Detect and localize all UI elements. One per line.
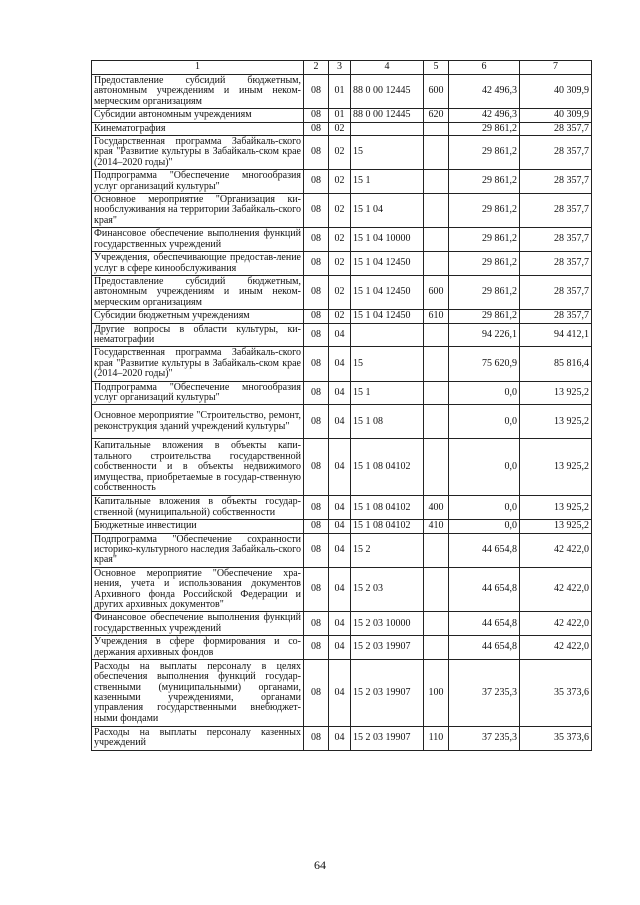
row-amount-1-cell: 0,0 [449,496,520,520]
row-expense-type-cell: 400 [424,496,449,520]
row-name-cell: Расходы на выплаты персоналу в целях обеспечения выполнения функций государ-ственными (муниципальными) органами, казенными учреждениями, органами управления государственными внебюджет-ными фондами [92,660,304,727]
row-subsection-cell: 02 [329,136,351,170]
row-name-cell: Подпрограмма "Обеспечение многообразия услуг организаций культуры" [92,381,304,405]
row-subsection-cell: 04 [329,439,351,496]
row-amount-1-cell: 0,0 [449,405,520,439]
row-target-article-cell: 88 0 00 12445 [351,75,424,109]
table-row [92,439,592,496]
page-number: 64 [314,858,326,872]
row-amount-1-cell: 29 861,2 [449,275,520,309]
table-row [92,170,592,194]
row-amount-1-cell: 29 861,2 [449,252,520,276]
row-section-cell: 08 [304,347,329,381]
row-target-article-cell: 15 [351,136,424,170]
row-amount-1-cell: 0,0 [449,439,520,496]
row-section-cell: 08 [304,727,329,751]
row-section-cell: 08 [304,660,329,727]
row-section-cell: 08 [304,496,329,520]
row-amount-1-cell: 0,0 [449,520,520,533]
table-row [92,75,592,109]
row-expense-type-cell: 100 [424,660,449,727]
row-amount-1-cell: 0,0 [449,381,520,405]
table-row [92,136,592,170]
row-section-cell: 08 [304,194,329,228]
header-col-5: 5 [424,61,449,75]
table-row [92,228,592,252]
row-section-cell: 08 [304,310,329,323]
row-amount-2-cell: 85 816,4 [520,347,592,381]
row-section-cell: 08 [304,252,329,276]
row-name-cell: Капитальные вложения в объекты капи-тального строительства государственной собственности и в объекты недвижимого имущества, приобретаемые в государ-ственную собственность [92,439,304,496]
row-name-cell: Другие вопросы в области культуры, ки-нематографии [92,323,304,347]
table-row [92,496,592,520]
row-amount-2-cell: 42 422,0 [520,533,592,567]
row-target-article-cell: 15 1 [351,170,424,194]
row-amount-2-cell: 28 357,7 [520,310,592,323]
table-row [92,109,592,122]
row-amount-1-cell: 29 861,2 [449,310,520,323]
table-row [92,405,592,439]
row-section-cell: 08 [304,567,329,612]
row-amount-2-cell: 13 925,2 [520,496,592,520]
row-amount-1-cell: 29 861,2 [449,228,520,252]
row-expense-type-cell [424,228,449,252]
row-amount-2-cell: 28 357,7 [520,275,592,309]
row-expense-type-cell [424,347,449,381]
header-col-1: 1 [92,61,304,75]
table-row [92,567,592,612]
row-subsection-cell: 02 [329,122,351,135]
row-subsection-cell: 04 [329,567,351,612]
row-section-cell: 08 [304,636,329,660]
row-subsection-cell: 02 [329,310,351,323]
row-name-cell: Учреждения, обеспечивающие предостав-ление услуг в сфере кинообслуживания [92,252,304,276]
row-amount-1-cell: 29 861,2 [449,122,520,135]
header-col-4: 4 [351,61,424,75]
row-amount-2-cell: 42 422,0 [520,612,592,636]
row-target-article-cell: 15 2 03 10000 [351,612,424,636]
header-col-3: 3 [329,61,351,75]
table-row [92,252,592,276]
row-target-article-cell: 15 2 03 19907 [351,727,424,751]
row-amount-1-cell: 44 654,8 [449,612,520,636]
header-col-6: 6 [449,61,520,75]
row-name-cell: Государственная программа Забайкаль-ского края "Развитие культуры в Забайкаль-ском крае (2014–2020 годы)" [92,136,304,170]
row-amount-2-cell: 28 357,7 [520,122,592,135]
row-subsection-cell: 04 [329,520,351,533]
row-amount-1-cell: 44 654,8 [449,636,520,660]
row-amount-2-cell: 40 309,9 [520,75,592,109]
row-amount-2-cell: 28 357,7 [520,136,592,170]
row-target-article-cell: 15 1 08 04102 [351,496,424,520]
row-subsection-cell: 02 [329,170,351,194]
row-amount-2-cell: 40 309,9 [520,109,592,122]
row-amount-2-cell: 94 412,1 [520,323,592,347]
row-target-article-cell: 15 1 04 10000 [351,228,424,252]
row-name-cell: Финансовое обеспечение выполнения функций государственных учреждений [92,612,304,636]
row-target-article-cell: 88 0 00 12445 [351,109,424,122]
row-subsection-cell: 04 [329,323,351,347]
row-expense-type-cell [424,170,449,194]
row-amount-1-cell: 29 861,2 [449,136,520,170]
row-target-article-cell: 15 1 04 [351,194,424,228]
row-subsection-cell: 04 [329,496,351,520]
row-name-cell: Государственная программа Забайкаль-ского края "Развитие культуры в Забайкаль-ском крае (2014–2020 годы)" [92,347,304,381]
row-section-cell: 08 [304,381,329,405]
row-subsection-cell: 04 [329,533,351,567]
row-target-article-cell: 15 [351,347,424,381]
row-name-cell: Капитальные вложения в объекты государ-ственной (муниципальной) собственности [92,496,304,520]
row-expense-type-cell: 600 [424,75,449,109]
table-row [92,612,592,636]
row-name-cell: Субсидии автономным учреждениям [92,109,304,122]
header-row [92,61,592,75]
row-amount-1-cell: 94 226,1 [449,323,520,347]
row-section-cell: 08 [304,275,329,309]
row-amount-2-cell: 35 373,6 [520,660,592,727]
row-target-article-cell: 15 1 04 12450 [351,252,424,276]
row-name-cell: Предоставление субсидий бюджетным, автономным учреждениям и иным неком-мерческим организациям [92,275,304,309]
row-subsection-cell: 01 [329,109,351,122]
row-expense-type-cell [424,533,449,567]
table-row [92,381,592,405]
row-section-cell: 08 [304,109,329,122]
row-section-cell: 08 [304,228,329,252]
row-target-article-cell [351,122,424,135]
row-amount-2-cell: 13 925,2 [520,381,592,405]
row-expense-type-cell: 610 [424,310,449,323]
row-amount-2-cell: 42 422,0 [520,567,592,612]
row-name-cell: Субсидии бюджетным учреждениям [92,310,304,323]
row-amount-1-cell: 29 861,2 [449,194,520,228]
row-target-article-cell: 15 1 08 04102 [351,520,424,533]
row-amount-2-cell: 28 357,7 [520,170,592,194]
table-row [92,636,592,660]
row-expense-type-cell [424,405,449,439]
row-amount-1-cell: 37 235,3 [449,660,520,727]
row-target-article-cell: 15 1 [351,381,424,405]
row-section-cell: 08 [304,439,329,496]
row-section-cell: 08 [304,533,329,567]
table-row [92,310,592,323]
table-row [92,660,592,727]
header-col-7: 7 [520,61,592,75]
row-section-cell: 08 [304,170,329,194]
row-expense-type-cell [424,381,449,405]
table-row [92,122,592,135]
row-target-article-cell: 15 1 04 12450 [351,275,424,309]
row-amount-1-cell: 75 620,9 [449,347,520,381]
table-row [92,347,592,381]
row-name-cell: Расходы на выплаты персоналу казенных учреждений [92,727,304,751]
row-name-cell: Основное мероприятие "Организация ки-нообслуживания на территории Забайкаль-ского края" [92,194,304,228]
row-amount-2-cell: 13 925,2 [520,520,592,533]
row-subsection-cell: 04 [329,660,351,727]
row-amount-2-cell: 35 373,6 [520,727,592,751]
budget-table-sheet [91,60,591,751]
row-target-article-cell: 15 2 03 19907 [351,660,424,727]
row-amount-2-cell: 13 925,2 [520,439,592,496]
row-section-cell: 08 [304,323,329,347]
table-row [92,520,592,533]
table-row [92,275,592,309]
table-row [92,727,592,751]
row-expense-type-cell: 600 [424,275,449,309]
row-amount-1-cell: 37 235,3 [449,727,520,751]
row-name-cell: Подпрограмма "Обеспечение сохранности историко-культурного наследия Забайкаль-ского края" [92,533,304,567]
row-amount-1-cell: 42 496,3 [449,75,520,109]
table-body [92,75,592,751]
row-name-cell: Финансовое обеспечение выполнения функций государственных учреждений [92,228,304,252]
row-expense-type-cell [424,636,449,660]
row-expense-type-cell [424,439,449,496]
row-section-cell: 08 [304,136,329,170]
row-name-cell: Основное мероприятие "Строительство, ремонт, реконструкция зданий учреждений культуры" [92,405,304,439]
row-amount-1-cell: 44 654,8 [449,567,520,612]
row-section-cell: 08 [304,405,329,439]
row-target-article-cell: 15 2 03 19907 [351,636,424,660]
row-section-cell: 08 [304,75,329,109]
row-target-article-cell: 15 2 03 [351,567,424,612]
row-name-cell: Кинематография [92,122,304,135]
row-name-cell: Учреждения в сфере формирования и со-держания архивных фондов [92,636,304,660]
row-amount-1-cell: 29 861,2 [449,170,520,194]
row-subsection-cell: 01 [329,75,351,109]
row-expense-type-cell: 620 [424,109,449,122]
row-expense-type-cell: 110 [424,727,449,751]
row-subsection-cell: 02 [329,252,351,276]
row-expense-type-cell [424,194,449,228]
row-name-cell: Бюджетные инвестиции [92,520,304,533]
row-subsection-cell: 04 [329,347,351,381]
row-amount-2-cell: 28 357,7 [520,194,592,228]
header-col-2: 2 [304,61,329,75]
row-subsection-cell: 02 [329,228,351,252]
row-expense-type-cell [424,323,449,347]
budget-table [91,60,592,751]
row-subsection-cell: 04 [329,612,351,636]
row-subsection-cell: 04 [329,727,351,751]
row-expense-type-cell [424,612,449,636]
row-name-cell: Основное мероприятие "Обеспечение хра-нения, учета и использования документов Архивного фонда Российской Федерации и других архивных документов" [92,567,304,612]
row-amount-2-cell: 42 422,0 [520,636,592,660]
row-expense-type-cell [424,122,449,135]
row-subsection-cell: 02 [329,194,351,228]
row-target-article-cell: 15 1 04 12450 [351,310,424,323]
row-amount-2-cell: 13 925,2 [520,405,592,439]
row-subsection-cell: 04 [329,405,351,439]
row-subsection-cell: 04 [329,381,351,405]
table-row [92,533,592,567]
row-expense-type-cell [424,567,449,612]
row-amount-2-cell: 28 357,7 [520,252,592,276]
row-subsection-cell: 04 [329,636,351,660]
row-subsection-cell: 02 [329,275,351,309]
row-amount-1-cell: 42 496,3 [449,109,520,122]
row-amount-2-cell: 28 357,7 [520,228,592,252]
row-expense-type-cell: 410 [424,520,449,533]
row-section-cell: 08 [304,612,329,636]
row-name-cell: Подпрограмма "Обеспечение многообразия услуг организаций культуры" [92,170,304,194]
row-section-cell: 08 [304,122,329,135]
row-name-cell: Предоставление субсидий бюджетным, автономным учреждениям и иным неком-мерческим организациям [92,75,304,109]
row-amount-1-cell: 44 654,8 [449,533,520,567]
table-row [92,194,592,228]
table-row [92,323,592,347]
row-target-article-cell: 15 1 08 [351,405,424,439]
row-expense-type-cell [424,136,449,170]
row-target-article-cell: 15 1 08 04102 [351,439,424,496]
row-target-article-cell [351,323,424,347]
row-expense-type-cell [424,252,449,276]
row-section-cell: 08 [304,520,329,533]
row-target-article-cell: 15 2 [351,533,424,567]
